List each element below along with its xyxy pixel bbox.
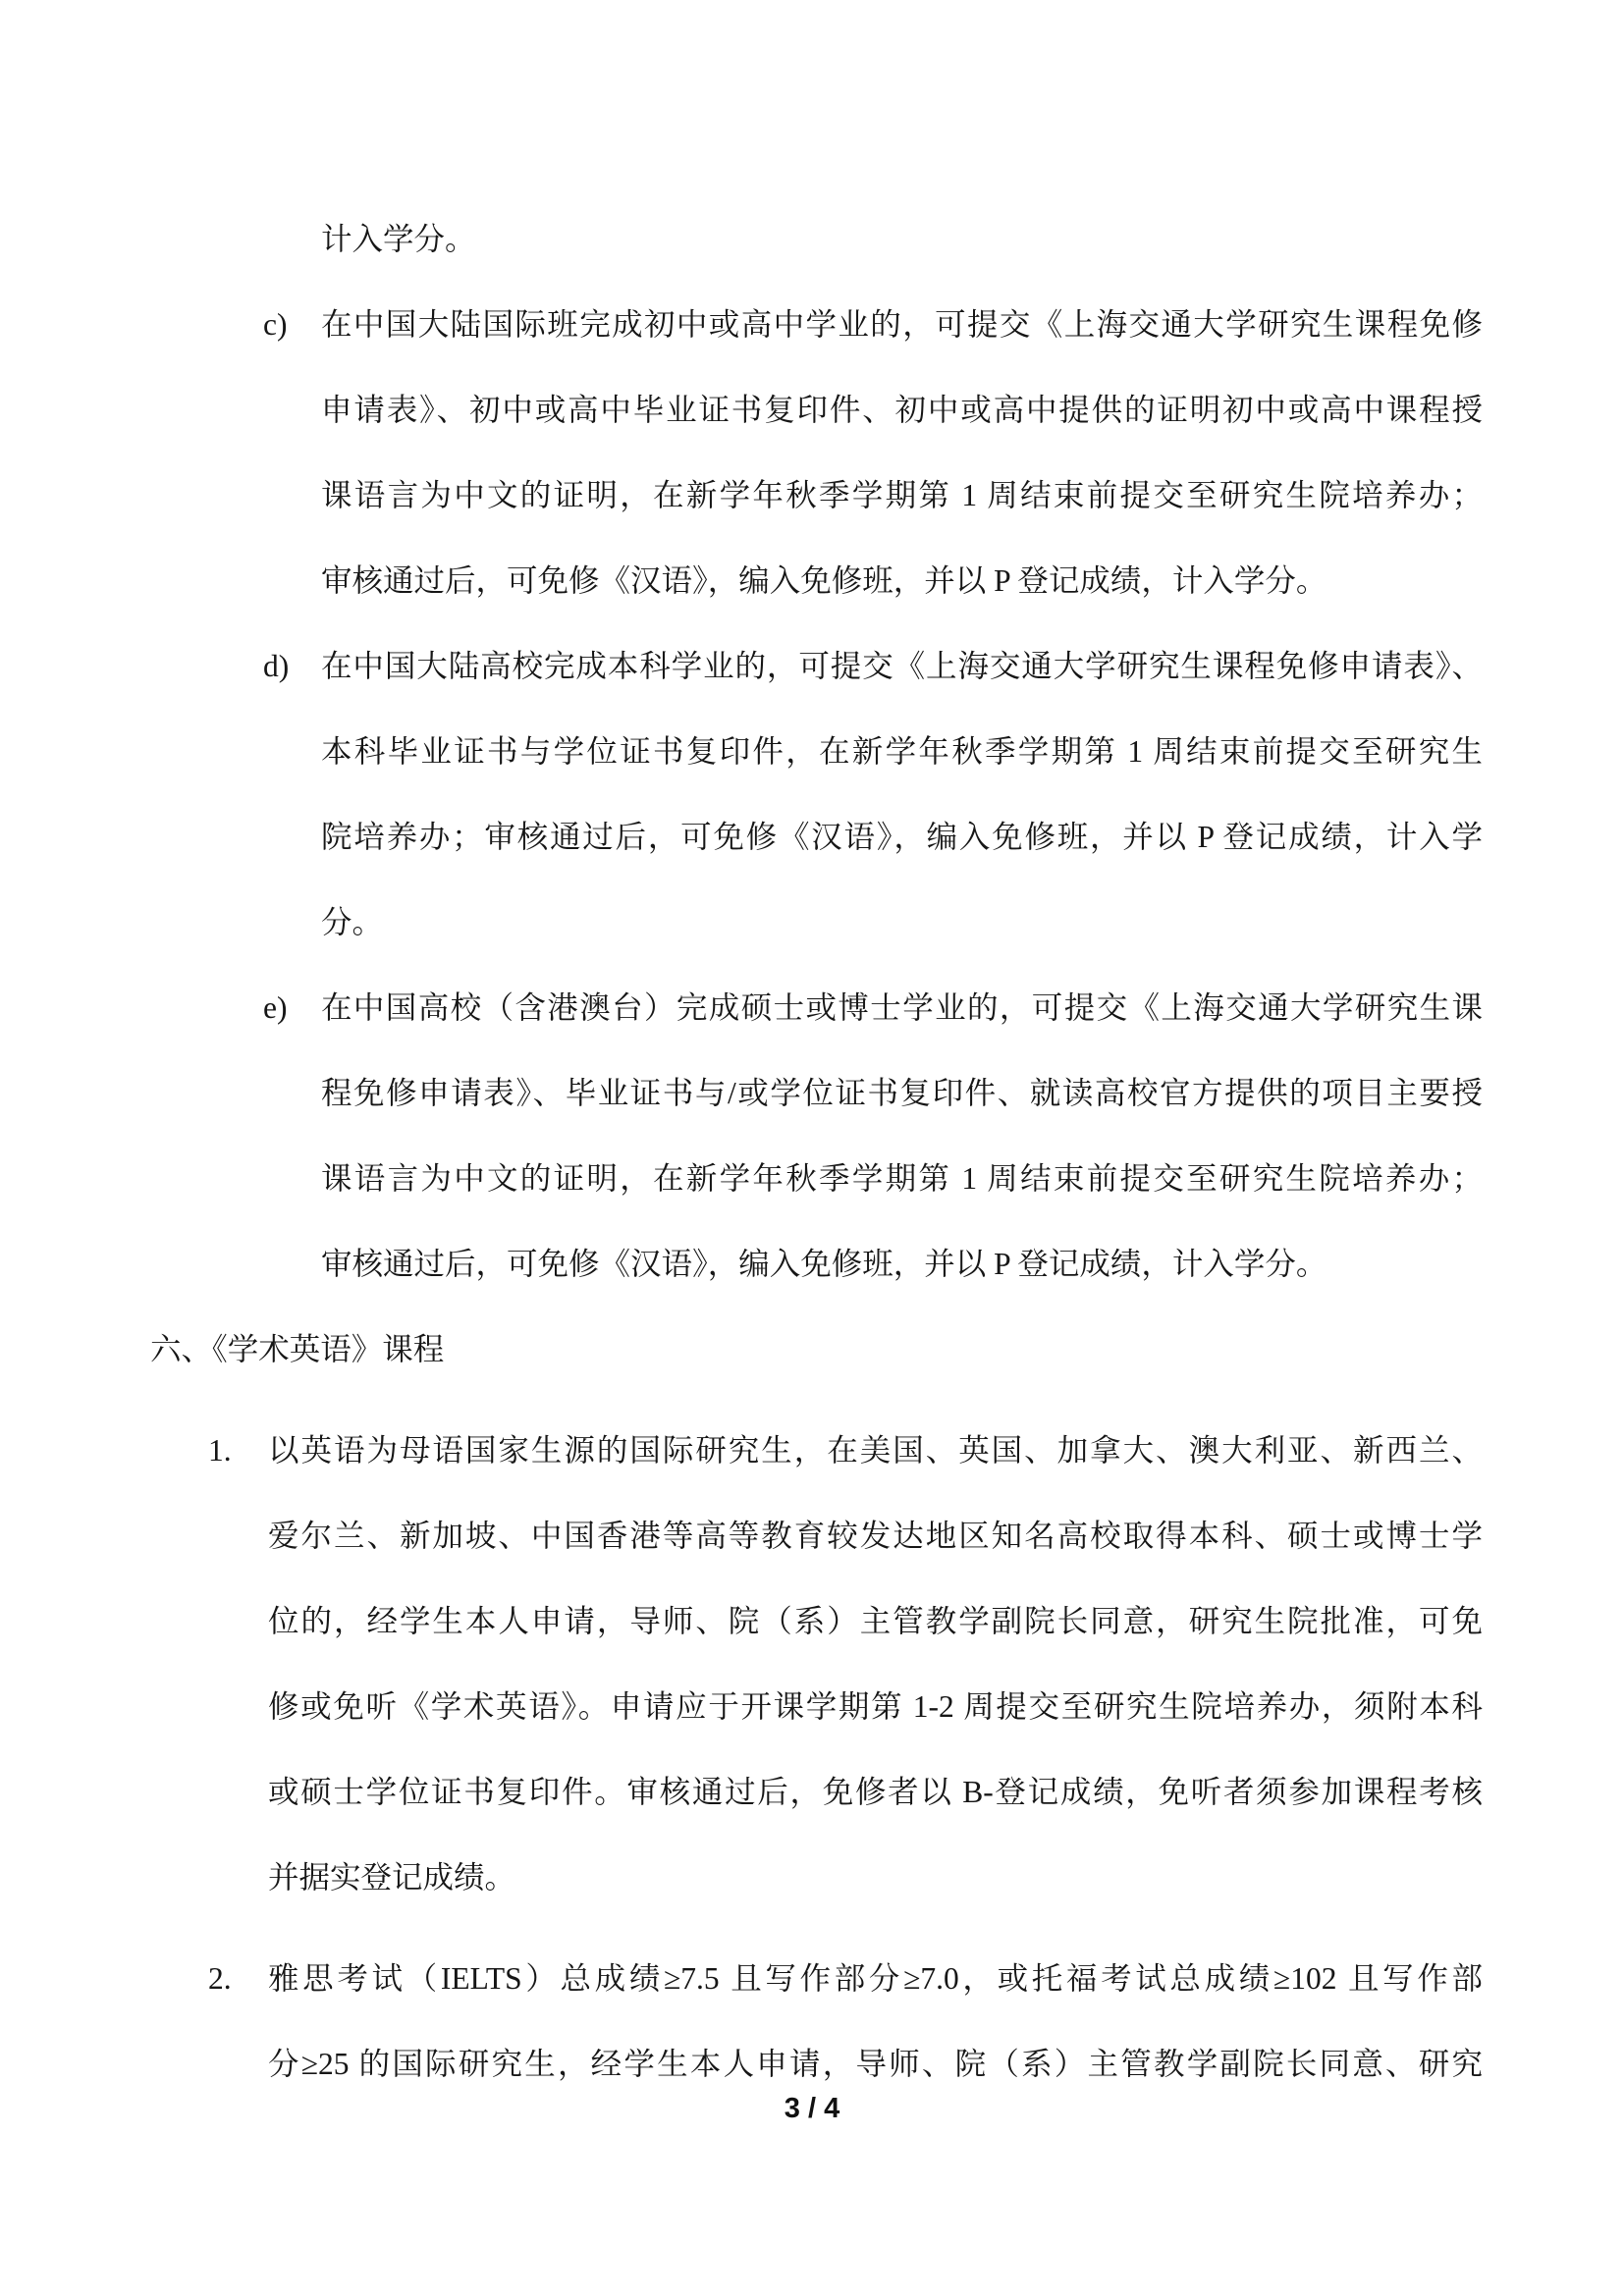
text-line: 分。: [321, 905, 384, 939]
text-line: 爱尔兰、新加坡、中国香港等高等教育较发达地区知名高校取得本科、硕士或博士学: [268, 1519, 1483, 1553]
text-line: 本科毕业证书与学位证书复印件，在新学年秋季学期第 1 周结束前提交至研究生: [321, 734, 1483, 769]
text-line: 在中国大陆国际班完成初中或高中学业的，可提交《上海交通大学研究生课程免修: [321, 307, 1483, 342]
text-line: 在中国大陆高校完成本科学业的，可提交《上海交通大学研究生课程免修申请表》、: [321, 649, 1483, 683]
text-line: 审核通过后，可免修《汉语》，编入免修班，并以 P 登记成绩，计入学分。: [321, 1247, 1327, 1281]
text-line: 审核通过后，可免修《汉语》，编入免修班，并以 P 登记成绩，计入学分。: [321, 563, 1327, 598]
section-heading: 六、《学术英语》课程: [150, 1332, 445, 1366]
text-line: 以英语为母语国家生源的国际研究生，在美国、英国、加拿大、澳大利亚、新西兰、: [268, 1433, 1483, 1468]
list-item-e-marker: e): [263, 990, 288, 1025]
list-item-2-text: [268, 1936, 1483, 2107]
list-item-1-text: [268, 1408, 1483, 1920]
list-item-2-marker: 2.: [208, 1961, 232, 1996]
text-line: 申请表》、初中或高中毕业证书复印件、初中或高中提供的证明初中或高中课程授: [321, 393, 1483, 427]
text-line: 课语言为中文的证明，在新学年秋季学期第 1 周结束前提交至研究生院培养办；: [321, 478, 1483, 512]
text-line: 课语言为中文的证明，在新学年秋季学期第 1 周结束前提交至研究生院培养办；: [321, 1161, 1483, 1196]
list-item-c: [263, 282, 1483, 623]
document-body: [0, 196, 1483, 2107]
list-item-c-marker: c): [263, 307, 288, 342]
text-line: 雅思考试（IELTS）总成绩≥7.5 且写作部分≥7.0，或托福考试总成绩≥102 且写作部: [268, 1961, 1483, 1996]
list-item-1: [208, 1408, 1483, 1920]
list-item-1-marker: 1.: [208, 1433, 232, 1468]
list-item-2: [208, 1936, 1483, 2107]
text-line: 位的，经学生本人申请，导师、院（系）主管教学副院长同意，研究生院批准，可免: [268, 1604, 1483, 1638]
text-line: 在中国高校（含港澳台）完成硕士或博士学业的，可提交《上海交通大学研究生课: [321, 990, 1483, 1025]
text-line: 分≥25 的国际研究生，经学生本人申请，导师、院（系）主管教学副院长同意、研究: [268, 2047, 1483, 2081]
text-line: 并据实登记成绩。: [268, 1860, 516, 1895]
list-item-c-text: [321, 282, 1483, 623]
list-item-e: [263, 965, 1483, 1307]
paragraph-b-continuation-line: 计入学分。: [321, 222, 476, 256]
text-line: 程免修申请表》、毕业证书与/或学位证书复印件、就读高校官方提供的项目主要授: [321, 1076, 1483, 1110]
list-item-e-text: [321, 965, 1483, 1307]
list-item-d-marker: d): [263, 649, 290, 683]
text-line: 院培养办；审核通过后，可免修《汉语》，编入免修班，并以 P 登记成绩，计入学: [321, 820, 1483, 854]
list-item-d-text: [321, 623, 1483, 965]
list-item-d: [263, 623, 1483, 965]
page-number: 3 / 4: [784, 2093, 840, 2124]
text-line: 修或免听《学术英语》。申请应于开课学期第 1-2 周提交至研究生院培养办，须附本科: [268, 1689, 1483, 1724]
text-line: 或硕士学位证书复印件。审核通过后，免修者以 B-登记成绩，免听者须参加课程考核: [268, 1775, 1483, 1809]
